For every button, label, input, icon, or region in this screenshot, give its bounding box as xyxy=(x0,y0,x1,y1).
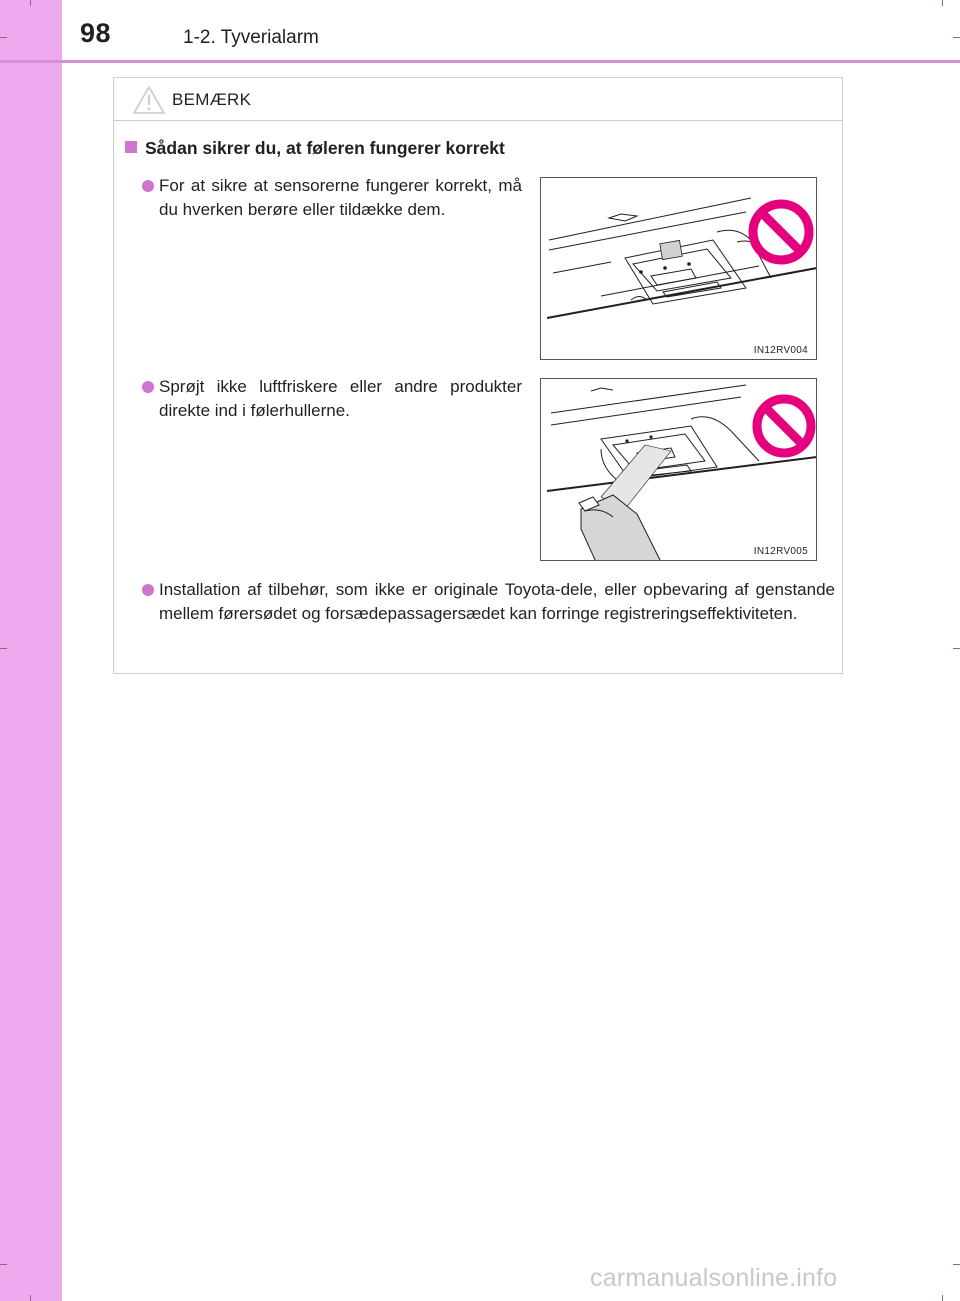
section-heading-text: Sådan sikrer du, at føleren fungerer korrekt xyxy=(145,138,505,158)
square-bullet-icon xyxy=(125,141,137,153)
notice-header xyxy=(114,78,842,121)
trim-mark xyxy=(953,1264,960,1265)
section-title: 1-2. Tyverialarm xyxy=(183,27,319,48)
notice-label: BEMÆRK xyxy=(172,90,252,109)
list-item-text: Installation af tilbehør, som ikke er originale Toyota-dele, eller opbevaring af genstande mellem førersødet og forsædepassagersædet kan forringe registreringseffektiviteten. xyxy=(159,580,835,623)
trim-mark xyxy=(0,648,7,649)
figure-sensor-no-touch xyxy=(540,177,817,360)
notice-box xyxy=(113,77,843,674)
bullet-dot-icon xyxy=(142,180,154,192)
trim-mark xyxy=(30,0,31,6)
list-item xyxy=(159,375,522,423)
figure-code: IN12RV005 xyxy=(753,546,808,557)
trim-mark xyxy=(953,37,960,38)
prohibition-icon xyxy=(747,198,815,266)
bullet-dot-icon xyxy=(142,584,154,596)
trim-mark xyxy=(942,1295,943,1301)
figure-no-spray xyxy=(540,378,817,561)
bullet-dot-icon xyxy=(142,381,154,393)
warning-triangle-icon xyxy=(132,85,166,115)
trim-mark xyxy=(953,648,960,649)
trim-mark xyxy=(0,1264,7,1265)
trim-mark xyxy=(0,37,7,38)
page-number: 98 xyxy=(80,18,112,48)
watermark: carmanualsonline.info xyxy=(590,1264,838,1292)
list-item-text: Sprøjt ikke luftfriskere eller andre produkter direkte ind i følerhullerne. xyxy=(159,377,522,420)
trim-mark xyxy=(30,1295,31,1301)
side-band xyxy=(0,0,62,1301)
list-item xyxy=(159,174,522,222)
header-rule xyxy=(0,60,960,63)
list-item xyxy=(159,578,835,626)
section-heading xyxy=(125,138,505,159)
trim-mark xyxy=(942,0,943,6)
list-item-text: For at sikre at sensorerne fungerer korrekt, må du hverken berøre eller tildække dem. xyxy=(159,176,522,219)
figure-code: IN12RV004 xyxy=(753,345,808,356)
prohibition-icon xyxy=(751,393,817,459)
